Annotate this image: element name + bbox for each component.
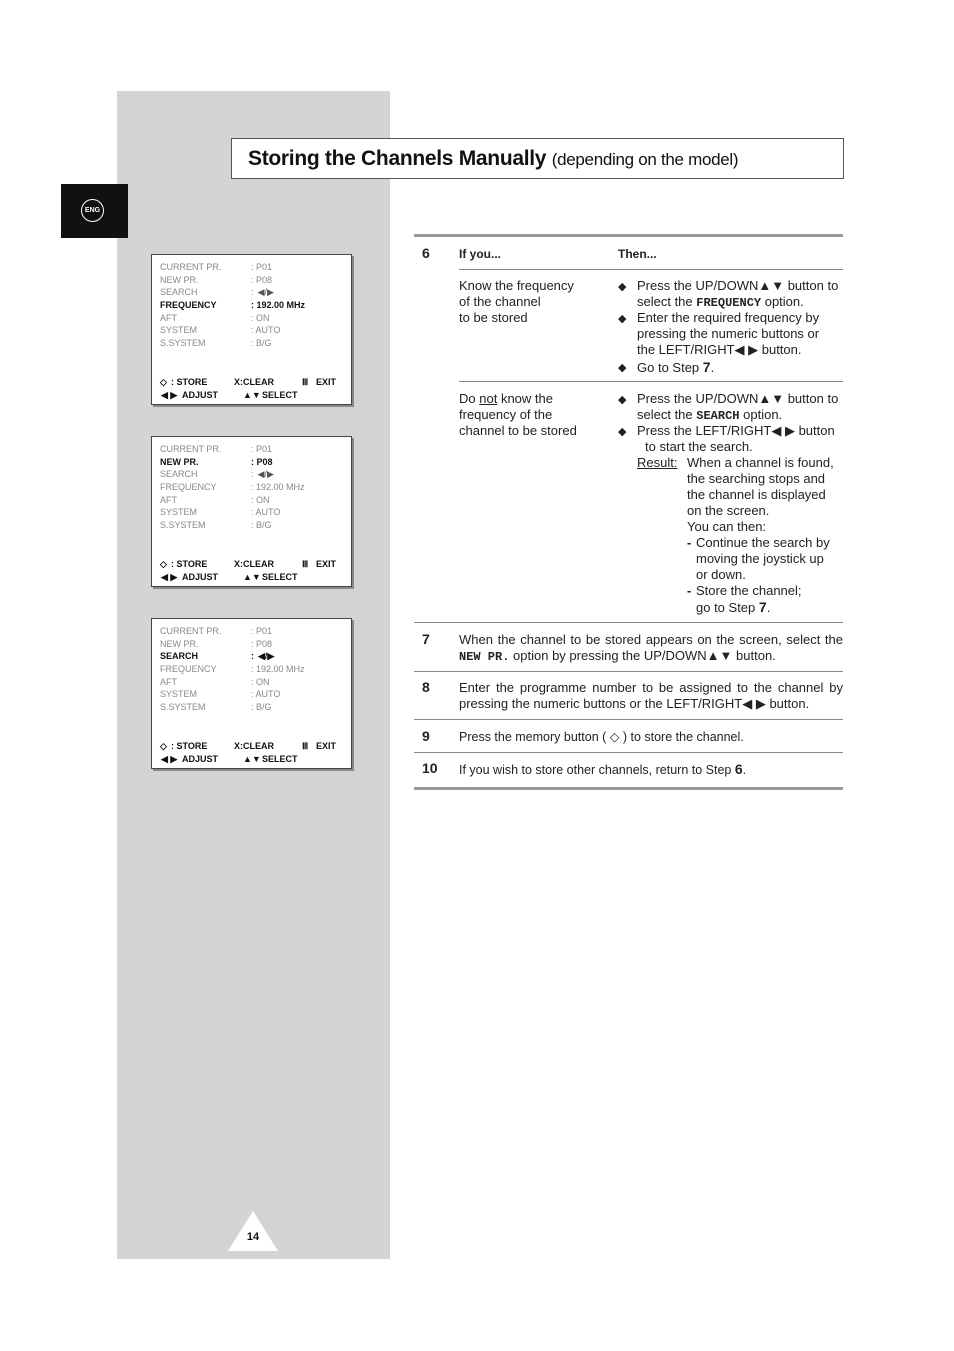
osd-menu-label: SEARCH	[160, 651, 199, 661]
menu-keyword: NEW PR.	[459, 650, 510, 664]
osd-menu-value: : B/G	[251, 338, 272, 348]
exit-menu-icon: Ⅲ	[302, 559, 309, 569]
osd-menu-label: CURRENT PR.	[160, 262, 222, 272]
osd-menu-label: SEARCH	[160, 287, 198, 297]
osd-exit-label: EXIT	[316, 741, 337, 751]
osd-select-label: SELECT	[262, 754, 298, 764]
step-line	[459, 648, 843, 665]
result-line: the channel is displayed	[687, 487, 826, 502]
option-continue-search	[696, 535, 830, 583]
osd-menu-value: : P08	[251, 639, 273, 649]
divider	[414, 752, 843, 753]
osd-menu-row	[160, 275, 272, 285]
case-text-line: of the channel	[459, 294, 541, 309]
instruction-line: pressing the numeric buttons or	[637, 326, 820, 341]
case-text-line	[459, 391, 577, 407]
osd-store-label: : STORE	[171, 741, 208, 751]
title-box	[231, 138, 844, 179]
osd-menu-value: : P01	[251, 444, 273, 454]
case-text-line: frequency of the	[459, 407, 553, 422]
dash-marker: -	[687, 583, 692, 598]
case-text-line: Know the frequency	[459, 278, 574, 293]
divider	[414, 719, 843, 720]
osd-menu-label: S.SYSTEM	[160, 520, 206, 530]
instruction-line: to start the search.	[645, 439, 753, 454]
option-line: or down.	[696, 567, 746, 582]
result-line: on the screen.	[687, 503, 770, 518]
bullet-diamond-icon: ◆	[618, 281, 627, 293]
osd-menu-value: : 192.00 MHz	[251, 482, 305, 492]
osd-menu-value: : AUTO	[251, 325, 281, 335]
osd-menu-row	[160, 262, 272, 272]
step-10-text: If you wish to store other channels, return to Step 6.	[459, 761, 747, 777]
step-text: option by pressing the UP/DOWN▲▼ button.	[513, 648, 776, 663]
instruction-text: select the	[637, 407, 693, 422]
osd-menu-value: : P01	[251, 626, 273, 636]
step-9-text	[459, 729, 744, 745]
osd-menu-row	[160, 689, 280, 699]
case-text: Do	[459, 391, 476, 406]
step-number: 7	[422, 631, 430, 647]
menu-keyword: FREQUENCY	[696, 296, 762, 310]
case-unknown-frequency	[459, 391, 577, 439]
case-text-line: to be stored	[459, 310, 528, 325]
osd-menu-row	[160, 482, 305, 492]
osd-menu-label: NEW PR.	[160, 457, 199, 467]
osd-menu-label: AFT	[160, 677, 177, 687]
osd-menu-value: : B/G	[251, 520, 272, 530]
instruction-line	[637, 407, 838, 424]
language-badge: ENG	[81, 199, 104, 222]
table-bottom-rule	[414, 787, 843, 790]
page-title	[248, 147, 738, 171]
column-header-then: Then...	[618, 247, 657, 261]
instruction-bullet	[637, 423, 835, 455]
osd-menu-row	[160, 338, 272, 348]
page-number: 14	[246, 1231, 260, 1243]
osd-clear-label: X:CLEAR	[234, 741, 274, 751]
osd-menu-value: : B/G	[251, 702, 272, 712]
osd-menu-row	[160, 520, 272, 530]
osd-menu-value: : ON	[251, 495, 270, 505]
osd-menu-row	[160, 313, 270, 323]
store-diamond-icon: ◇	[160, 377, 167, 387]
instruction-line	[637, 294, 838, 311]
osd-menu-label: CURRENT PR.	[160, 626, 222, 636]
left-right-arrows-icon: ◀/▶	[258, 651, 275, 661]
menu-keyword: SEARCH	[696, 409, 740, 423]
osd-menu-label: SYSTEM	[160, 689, 198, 699]
store-diamond-icon: ◇	[160, 741, 167, 751]
instruction-bullet	[637, 391, 838, 424]
osd-menu-row	[160, 664, 305, 674]
osd-menu-row	[160, 507, 280, 517]
bullet-diamond-icon: ◆	[618, 313, 627, 325]
page-title-sub: (depending on the model)	[551, 150, 739, 169]
osd-menu-label: SYSTEM	[160, 507, 198, 517]
instruction-line: Press the UP/DOWN▲▼ button to	[637, 391, 839, 406]
option-line: moving the joystick up	[696, 551, 824, 566]
osd-screen-new-pr	[151, 436, 352, 587]
osd-menu-value: : AUTO	[251, 507, 281, 517]
language-tab	[61, 184, 128, 238]
osd-menu-value: : 192.00 MHz	[251, 664, 305, 674]
osd-adjust-label: ADJUST	[182, 754, 219, 764]
osd-menu-label: CURRENT PR.	[160, 444, 222, 454]
step-number: 10	[422, 760, 438, 776]
osd-menu-row	[160, 495, 270, 505]
instruction-text: option.	[743, 407, 783, 422]
osd-menu-value: : ON	[251, 313, 270, 323]
osd-store-label: : STORE	[171, 559, 208, 569]
osd-menu-label: S.SYSTEM	[160, 338, 206, 348]
result-line: You can then:	[687, 519, 767, 534]
left-right-arrows-icon: ◀ ▶	[161, 572, 178, 582]
osd-adjust-label: ADJUST	[182, 572, 219, 582]
step-number: 8	[422, 679, 430, 695]
exit-menu-icon: Ⅲ	[302, 741, 309, 751]
divider	[414, 622, 843, 623]
instruction-text: select the	[637, 294, 693, 309]
left-right-arrows-icon: ◀ ▶	[161, 754, 178, 764]
table-top-rule	[414, 234, 843, 237]
case-known-frequency	[459, 278, 574, 326]
osd-menu-row	[160, 325, 280, 335]
osd-menu-row	[160, 702, 272, 712]
case-text: know the	[500, 391, 553, 406]
instruction-line: Enter the required frequency by	[637, 310, 820, 325]
bullet-diamond-icon: ◆	[618, 362, 627, 374]
left-right-arrows-icon: ◀ ▶	[161, 390, 178, 400]
osd-menu-value: : ON	[251, 677, 270, 687]
store-diamond-icon: ◇	[160, 559, 167, 569]
osd-menu-value: : AUTO	[251, 689, 281, 699]
instruction-line: Press the LEFT/RIGHT◀ ▶ button	[637, 423, 835, 438]
osd-menu-label: S.SYSTEM	[160, 702, 206, 712]
step-7-text	[459, 632, 843, 665]
osd-menu-value: :	[251, 287, 254, 297]
up-down-arrows-icon: ▲▼	[243, 390, 261, 400]
instruction-bullet	[637, 310, 819, 358]
osd-clear-label: X:CLEAR	[234, 377, 274, 387]
osd-menu-label: AFT	[160, 313, 177, 323]
osd-menu-row	[160, 469, 274, 480]
dash-marker: -	[687, 535, 692, 550]
osd-select-label: SELECT	[262, 572, 298, 582]
memory-button-icon: ◇	[606, 730, 623, 744]
osd-select-label: SELECT	[262, 390, 298, 400]
step-line: pressing the numeric buttons or the LEFT/RIGHT◀ ▶ button.	[459, 696, 810, 711]
step-reference: 7	[758, 599, 767, 615]
osd-menu-row	[160, 639, 272, 649]
osd-exit-label: EXIT	[316, 377, 337, 387]
bullet-diamond-icon: ◆	[618, 394, 627, 406]
step-line: Enter the programme number to be assigned to the channel by	[459, 680, 843, 695]
result-text	[687, 455, 834, 535]
column-header-if: If you...	[459, 247, 501, 261]
osd-menu-row	[160, 651, 274, 662]
osd-menu-value: : P01	[251, 262, 273, 272]
osd-exit-label: EXIT	[316, 559, 337, 569]
step-number: 9	[422, 728, 430, 744]
emphasis-not: not	[479, 391, 498, 406]
bullet-diamond-icon: ◆	[618, 426, 627, 438]
option-store-channel	[696, 583, 802, 616]
left-right-arrows-icon: ◀/▶	[257, 287, 274, 297]
instruction-line: the LEFT/RIGHT◀ ▶ button.	[637, 342, 802, 357]
step-line: When the channel to be stored appears on the screen, select the	[459, 632, 843, 647]
osd-screen-frequency	[151, 254, 352, 405]
step-8-text	[459, 680, 843, 712]
step-text: If you wish to store other channels, return to Step	[459, 763, 732, 777]
divider	[459, 269, 843, 270]
instruction-bullet: Go to Step 7.	[637, 359, 715, 375]
option-line: Continue the search by	[696, 535, 830, 550]
osd-menu-row	[160, 626, 272, 636]
page-title-main: Storing the Channels Manually	[248, 147, 547, 170]
step-text: Press the memory button (	[459, 730, 607, 744]
osd-menu-label: AFT	[160, 495, 177, 505]
step-reference: 6	[734, 761, 743, 777]
osd-store-label: : STORE	[171, 377, 208, 387]
result-label: Result:	[637, 455, 678, 470]
osd-menu-label: SYSTEM	[160, 325, 198, 335]
exit-menu-icon: Ⅲ	[302, 377, 309, 387]
instruction-text: Go to Step	[637, 360, 700, 375]
osd-menu-row	[160, 300, 305, 310]
osd-menu-label: NEW PR.	[160, 275, 199, 285]
osd-menu-label: FREQUENCY	[160, 482, 217, 492]
option-text: go to Step	[696, 600, 756, 615]
result-line: When a channel is found,	[687, 455, 834, 470]
left-right-arrows-icon: ◀/▶	[257, 469, 274, 479]
divider	[459, 381, 843, 382]
osd-menu-row	[160, 444, 272, 454]
up-down-arrows-icon: ▲▼	[243, 754, 261, 764]
osd-menu-row	[160, 677, 270, 687]
osd-clear-label: X:CLEAR	[234, 559, 274, 569]
osd-menu-value: : P08	[251, 457, 273, 467]
osd-menu-row	[160, 457, 273, 467]
option-line: go to Step 7.	[696, 599, 771, 615]
osd-screen-search	[151, 618, 352, 769]
osd-menu-value: : P08	[251, 275, 273, 285]
instruction-bullet	[637, 278, 838, 311]
osd-menu-label: NEW PR.	[160, 639, 199, 649]
case-text-line: channel to be stored	[459, 423, 577, 438]
osd-menu-label: FREQUENCY	[160, 664, 217, 674]
divider	[414, 671, 843, 672]
instruction-text: option.	[764, 294, 804, 309]
step-reference: 7	[702, 359, 711, 375]
osd-menu-label: SEARCH	[160, 469, 198, 479]
osd-menu-row	[160, 287, 274, 298]
osd-menu-value: : 192.00 MHz	[251, 300, 306, 310]
up-down-arrows-icon: ▲▼	[243, 572, 261, 582]
instruction-line: Press the UP/DOWN▲▼ button to	[637, 278, 839, 293]
option-line: Store the channel;	[696, 583, 802, 598]
result-line: the searching stops and	[687, 471, 826, 486]
osd-menu-value: :	[251, 651, 254, 661]
step-number: 6	[422, 245, 430, 261]
osd-menu-label: FREQUENCY	[160, 300, 217, 310]
step-text: ) to store the channel.	[622, 730, 744, 744]
osd-menu-value: :	[251, 469, 254, 479]
osd-adjust-label: ADJUST	[182, 390, 219, 400]
